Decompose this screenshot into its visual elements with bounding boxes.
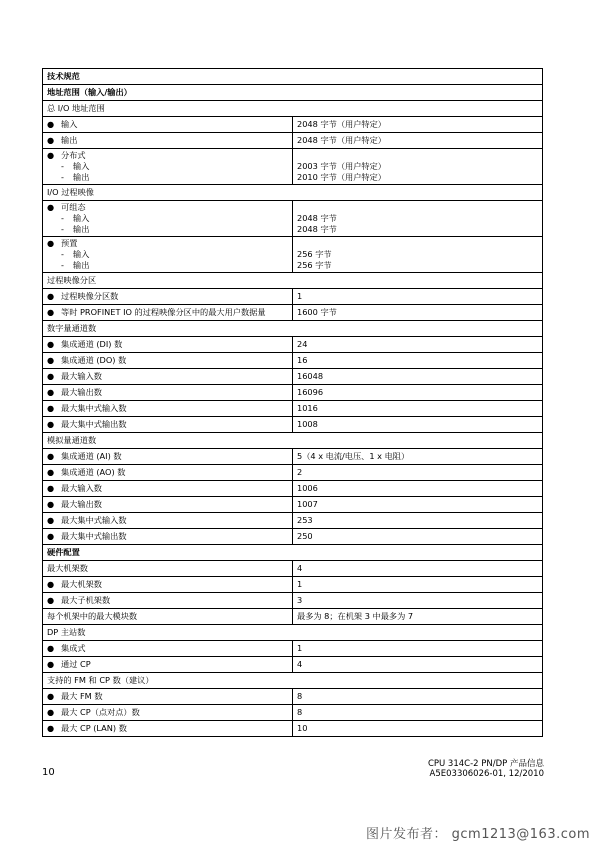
- spec-value-cell: [293, 385, 543, 401]
- spec-value: 1008: [297, 419, 318, 429]
- spec-value: 3: [297, 595, 303, 605]
- sub-label: 输入: [73, 213, 90, 223]
- spec-label-cell: [43, 593, 293, 609]
- spec-label: 等时 PROFINET IO 的过程映像分区中的最大用户数据量: [61, 307, 266, 317]
- spec-value: 253: [297, 515, 313, 525]
- spec-row: [43, 133, 543, 149]
- spec-label-cell: [43, 237, 293, 273]
- spec-row: [43, 185, 543, 201]
- spec-label-cell: [43, 545, 543, 561]
- spec-value-cell: [293, 117, 543, 133]
- spec-label-cell: [43, 465, 293, 481]
- spec-label: 集成通道 (DI) 数: [61, 339, 123, 349]
- page-number: 10: [42, 767, 55, 778]
- spec-label-cell: [43, 433, 543, 449]
- bullet-icon: ●: [47, 339, 55, 349]
- bullet-icon: ●: [47, 387, 55, 397]
- spec-row: [43, 625, 543, 641]
- bullet-icon: ●: [47, 307, 55, 317]
- spec-label: 集成通道 (AO) 数: [61, 467, 126, 477]
- spec-value-cell: [293, 417, 543, 433]
- spec-value: 4: [297, 659, 303, 669]
- dash-marker: -: [61, 172, 64, 182]
- spec-value-cell: [293, 201, 543, 237]
- spec-label-cell: [43, 641, 293, 657]
- watermark-text: 图片发布者： gcm1213@163.com: [366, 827, 590, 842]
- spec-label-cell: [43, 497, 293, 513]
- spec-label: 最大机架数: [61, 579, 102, 589]
- bullet-icon: ●: [47, 483, 55, 493]
- bullet-icon: ●: [47, 419, 55, 429]
- spec-label-cell: [43, 201, 293, 237]
- spec-label-cell: [43, 69, 543, 85]
- spec-value: 4: [297, 563, 303, 573]
- spec-label: 最大输入数: [61, 483, 102, 493]
- spec-value-cell: [293, 353, 543, 369]
- spec-row: [43, 101, 543, 117]
- spec-label: 最大 CP (LAN) 数: [61, 723, 127, 733]
- spec-label-cell: [43, 185, 543, 201]
- spec-label-cell: [43, 101, 543, 117]
- spec-value-cell: [293, 705, 543, 721]
- spec-label-cell: [43, 705, 293, 721]
- spec-value: 16: [297, 355, 308, 365]
- sub-value: 2048 字节: [297, 213, 337, 223]
- spec-row: [43, 481, 543, 497]
- group-heading: 数字量通道数: [47, 323, 97, 333]
- spec-row: [43, 117, 543, 133]
- bullet-icon: ●: [47, 291, 55, 301]
- spec-row: [43, 85, 543, 101]
- spec-label: 最大 FM 数: [61, 691, 103, 701]
- spec-value: 1: [297, 291, 303, 301]
- spec-value-cell: [293, 577, 543, 593]
- spec-label-cell: [43, 337, 293, 353]
- spec-value-cell: [293, 337, 543, 353]
- spec-value-cell: [293, 689, 543, 705]
- section-heading: 硬件配置: [47, 547, 80, 557]
- spec-row: [43, 289, 543, 305]
- spec-label: 集成通道 (DO) 数: [61, 355, 127, 365]
- sub-value: 2010 字节（用户特定）: [297, 172, 386, 182]
- document-title: CPU 314C-2 PN/DP 产品信息: [427, 759, 544, 769]
- bullet-icon: ●: [47, 531, 55, 541]
- spec-label-cell: [43, 133, 293, 149]
- spec-value: 2048 字节（用户特定）: [297, 119, 386, 129]
- bullet-icon: ●: [47, 595, 55, 605]
- spec-row: [43, 321, 543, 337]
- spec-label: 最大集中式输出数: [61, 531, 127, 541]
- spec-label-cell: [43, 721, 293, 737]
- spec-row: [43, 433, 543, 449]
- sub-value: 2003 字节（用户特定）: [297, 161, 386, 171]
- dash-marker: -: [61, 213, 64, 223]
- spec-value-cell: [293, 513, 543, 529]
- document-id: A5E03306026-01, 12/2010: [429, 769, 544, 779]
- section-heading: 技术规范: [47, 71, 80, 81]
- spec-value-cell: [293, 237, 543, 273]
- spec-label-cell: [43, 369, 293, 385]
- bullet-icon: ●: [47, 135, 55, 145]
- sub-label: 输出: [73, 224, 90, 234]
- spec-row: [43, 465, 543, 481]
- sub-value: 2048 字节: [297, 224, 337, 234]
- spec-value: 16096: [297, 387, 324, 397]
- spec-row: [43, 609, 543, 625]
- bullet-icon: ●: [47, 515, 55, 525]
- spec-label: 集成式: [61, 643, 86, 653]
- spec-row: [43, 385, 543, 401]
- spec-row: [43, 273, 543, 289]
- dash-marker: -: [61, 260, 64, 270]
- spec-table: [42, 68, 543, 737]
- bullet-icon: ●: [47, 643, 55, 653]
- sub-label: 输入: [73, 161, 90, 171]
- spec-label-cell: [43, 353, 293, 369]
- spec-row: [43, 577, 543, 593]
- spec-label: 最大输出数: [61, 387, 102, 397]
- spec-value-cell: [293, 593, 543, 609]
- spec-row: [43, 337, 543, 353]
- spec-label-cell: [43, 401, 293, 417]
- group-heading: 总 I/O 地址范围: [47, 103, 105, 113]
- spec-label: 最大输入数: [61, 371, 102, 381]
- spec-row: [43, 513, 543, 529]
- spec-row: [43, 705, 543, 721]
- spec-value-cell: [293, 289, 543, 305]
- spec-row: [43, 237, 543, 273]
- spec-label: 输出: [61, 135, 78, 145]
- spec-value-cell: [293, 133, 543, 149]
- spec-label-cell: [43, 417, 293, 433]
- spec-row: [43, 721, 543, 737]
- spec-row: [43, 657, 543, 673]
- spec-row: [43, 69, 543, 85]
- spec-value-cell: [293, 465, 543, 481]
- spec-label-cell: [43, 673, 543, 689]
- spec-label-cell: [43, 529, 293, 545]
- spec-row: [43, 673, 543, 689]
- spec-label: 最大集中式输出数: [61, 419, 127, 429]
- spec-row: [43, 497, 543, 513]
- spec-value-cell: [293, 721, 543, 737]
- spec-label: 过程映像分区数: [61, 291, 119, 301]
- spec-label: 最大 CP（点对点）数: [61, 707, 140, 717]
- bullet-icon: ●: [47, 451, 55, 461]
- group-heading: DP 主站数: [47, 627, 86, 637]
- spec-value-cell: [293, 657, 543, 673]
- spec-value-cell: [293, 369, 543, 385]
- spec-label-cell: [43, 117, 293, 133]
- spec-value: 1016: [297, 403, 318, 413]
- spec-row: [43, 641, 543, 657]
- spec-label-cell: [43, 305, 293, 321]
- spec-label: 输入: [61, 119, 78, 129]
- bullet-icon: ●: [47, 355, 55, 365]
- spec-value-cell: [293, 561, 543, 577]
- dash-marker: -: [61, 161, 64, 171]
- spec-value: 1: [297, 643, 303, 653]
- spec-label-cell: [43, 149, 293, 185]
- spec-label-cell: [43, 689, 293, 705]
- group-heading: 模拟量通道数: [47, 435, 97, 445]
- spec-value-cell: [293, 641, 543, 657]
- bullet-icon: ●: [47, 659, 55, 669]
- spec-value: 2: [297, 467, 303, 477]
- spec-value-cell: [293, 149, 543, 185]
- spec-row: [43, 593, 543, 609]
- bullet-icon: ●: [47, 150, 55, 160]
- bullet-icon: ●: [47, 499, 55, 509]
- bullet-icon: ●: [47, 691, 55, 701]
- spec-value-cell: [293, 481, 543, 497]
- sub-label: 输入: [73, 249, 90, 259]
- spec-value: 250: [297, 531, 313, 541]
- spec-label: 预置: [61, 238, 78, 248]
- sub-value: 256 字节: [297, 260, 332, 270]
- spec-value: 8: [297, 691, 303, 701]
- spec-value: 24: [297, 339, 308, 349]
- spec-label-cell: [43, 609, 293, 625]
- bullet-icon: ●: [47, 403, 55, 413]
- spec-label: 可组态: [61, 202, 86, 212]
- bullet-icon: ●: [47, 723, 55, 733]
- sub-label: 输出: [73, 172, 90, 182]
- spec-value: 2048 字节（用户特定）: [297, 135, 386, 145]
- spec-label-cell: [43, 85, 543, 101]
- spec-label-cell: [43, 481, 293, 497]
- spec-row: [43, 369, 543, 385]
- spec-label: 分布式: [61, 150, 86, 160]
- spec-row: [43, 201, 543, 237]
- spec-row: [43, 561, 543, 577]
- spec-label-cell: [43, 321, 543, 337]
- spec-row: [43, 353, 543, 369]
- spec-value: 10: [297, 723, 308, 733]
- spec-row: [43, 305, 543, 321]
- spec-label-cell: [43, 625, 543, 641]
- spec-value: 16048: [297, 371, 324, 381]
- spec-label: 最大集中式输入数: [61, 515, 127, 525]
- spec-value-cell: [293, 497, 543, 513]
- spec-label: 最大集中式输入数: [61, 403, 127, 413]
- spec-label-cell: [43, 273, 543, 289]
- group-heading: 最大机架数: [47, 563, 88, 573]
- spec-row: [43, 545, 543, 561]
- spec-label-cell: [43, 289, 293, 305]
- spec-label-cell: [43, 577, 293, 593]
- spec-value: 8: [297, 707, 303, 717]
- spec-value: 1007: [297, 499, 318, 509]
- group-heading: I/O 过程映像: [47, 187, 94, 197]
- bullet-icon: ●: [47, 119, 55, 129]
- spec-value-cell: [293, 305, 543, 321]
- spec-value-cell: [293, 449, 543, 465]
- spec-row: [43, 401, 543, 417]
- spec-label: 通过 CP: [61, 659, 91, 669]
- spec-value-cell: [293, 401, 543, 417]
- bullet-icon: ●: [47, 579, 55, 589]
- dash-marker: -: [61, 249, 64, 259]
- spec-value: 1: [297, 579, 303, 589]
- spec-label-cell: [43, 385, 293, 401]
- bullet-icon: ●: [47, 371, 55, 381]
- sub-label: 输出: [73, 260, 90, 270]
- group-heading: 每个机架中的最大模块数: [47, 611, 138, 621]
- spec-value: 1600 字节: [297, 307, 337, 317]
- bullet-icon: ●: [47, 707, 55, 717]
- spec-row: [43, 449, 543, 465]
- group-heading: 过程映像分区: [47, 275, 97, 285]
- spec-label: 最大输出数: [61, 499, 102, 509]
- spec-label: 集成通道 (AI) 数: [61, 451, 122, 461]
- spec-row: [43, 689, 543, 705]
- spec-label-cell: [43, 561, 293, 577]
- sub-value: 256 字节: [297, 249, 332, 259]
- section-heading: 地址范围（输入/输出）: [47, 87, 132, 97]
- spec-row: [43, 149, 543, 185]
- bullet-icon: ●: [47, 467, 55, 477]
- spec-label-cell: [43, 513, 293, 529]
- spec-value: 最多为 8；在机架 3 中最多为 7: [297, 611, 414, 621]
- bullet-icon: ●: [47, 202, 55, 212]
- spec-label: 最大子机架数: [61, 595, 111, 605]
- bullet-icon: ●: [47, 238, 55, 248]
- spec-label-cell: [43, 449, 293, 465]
- dash-marker: -: [61, 224, 64, 234]
- spec-value-cell: [293, 529, 543, 545]
- spec-label-cell: [43, 657, 293, 673]
- spec-row: [43, 417, 543, 433]
- spec-row: [43, 529, 543, 545]
- spec-value-cell: [293, 609, 543, 625]
- spec-table-body: [43, 69, 543, 737]
- spec-value: 5（4 x 电流/电压、1 x 电阻）: [297, 451, 410, 461]
- spec-value: 1006: [297, 483, 318, 493]
- group-heading: 支持的 FM 和 CP 数（建议）: [47, 675, 154, 685]
